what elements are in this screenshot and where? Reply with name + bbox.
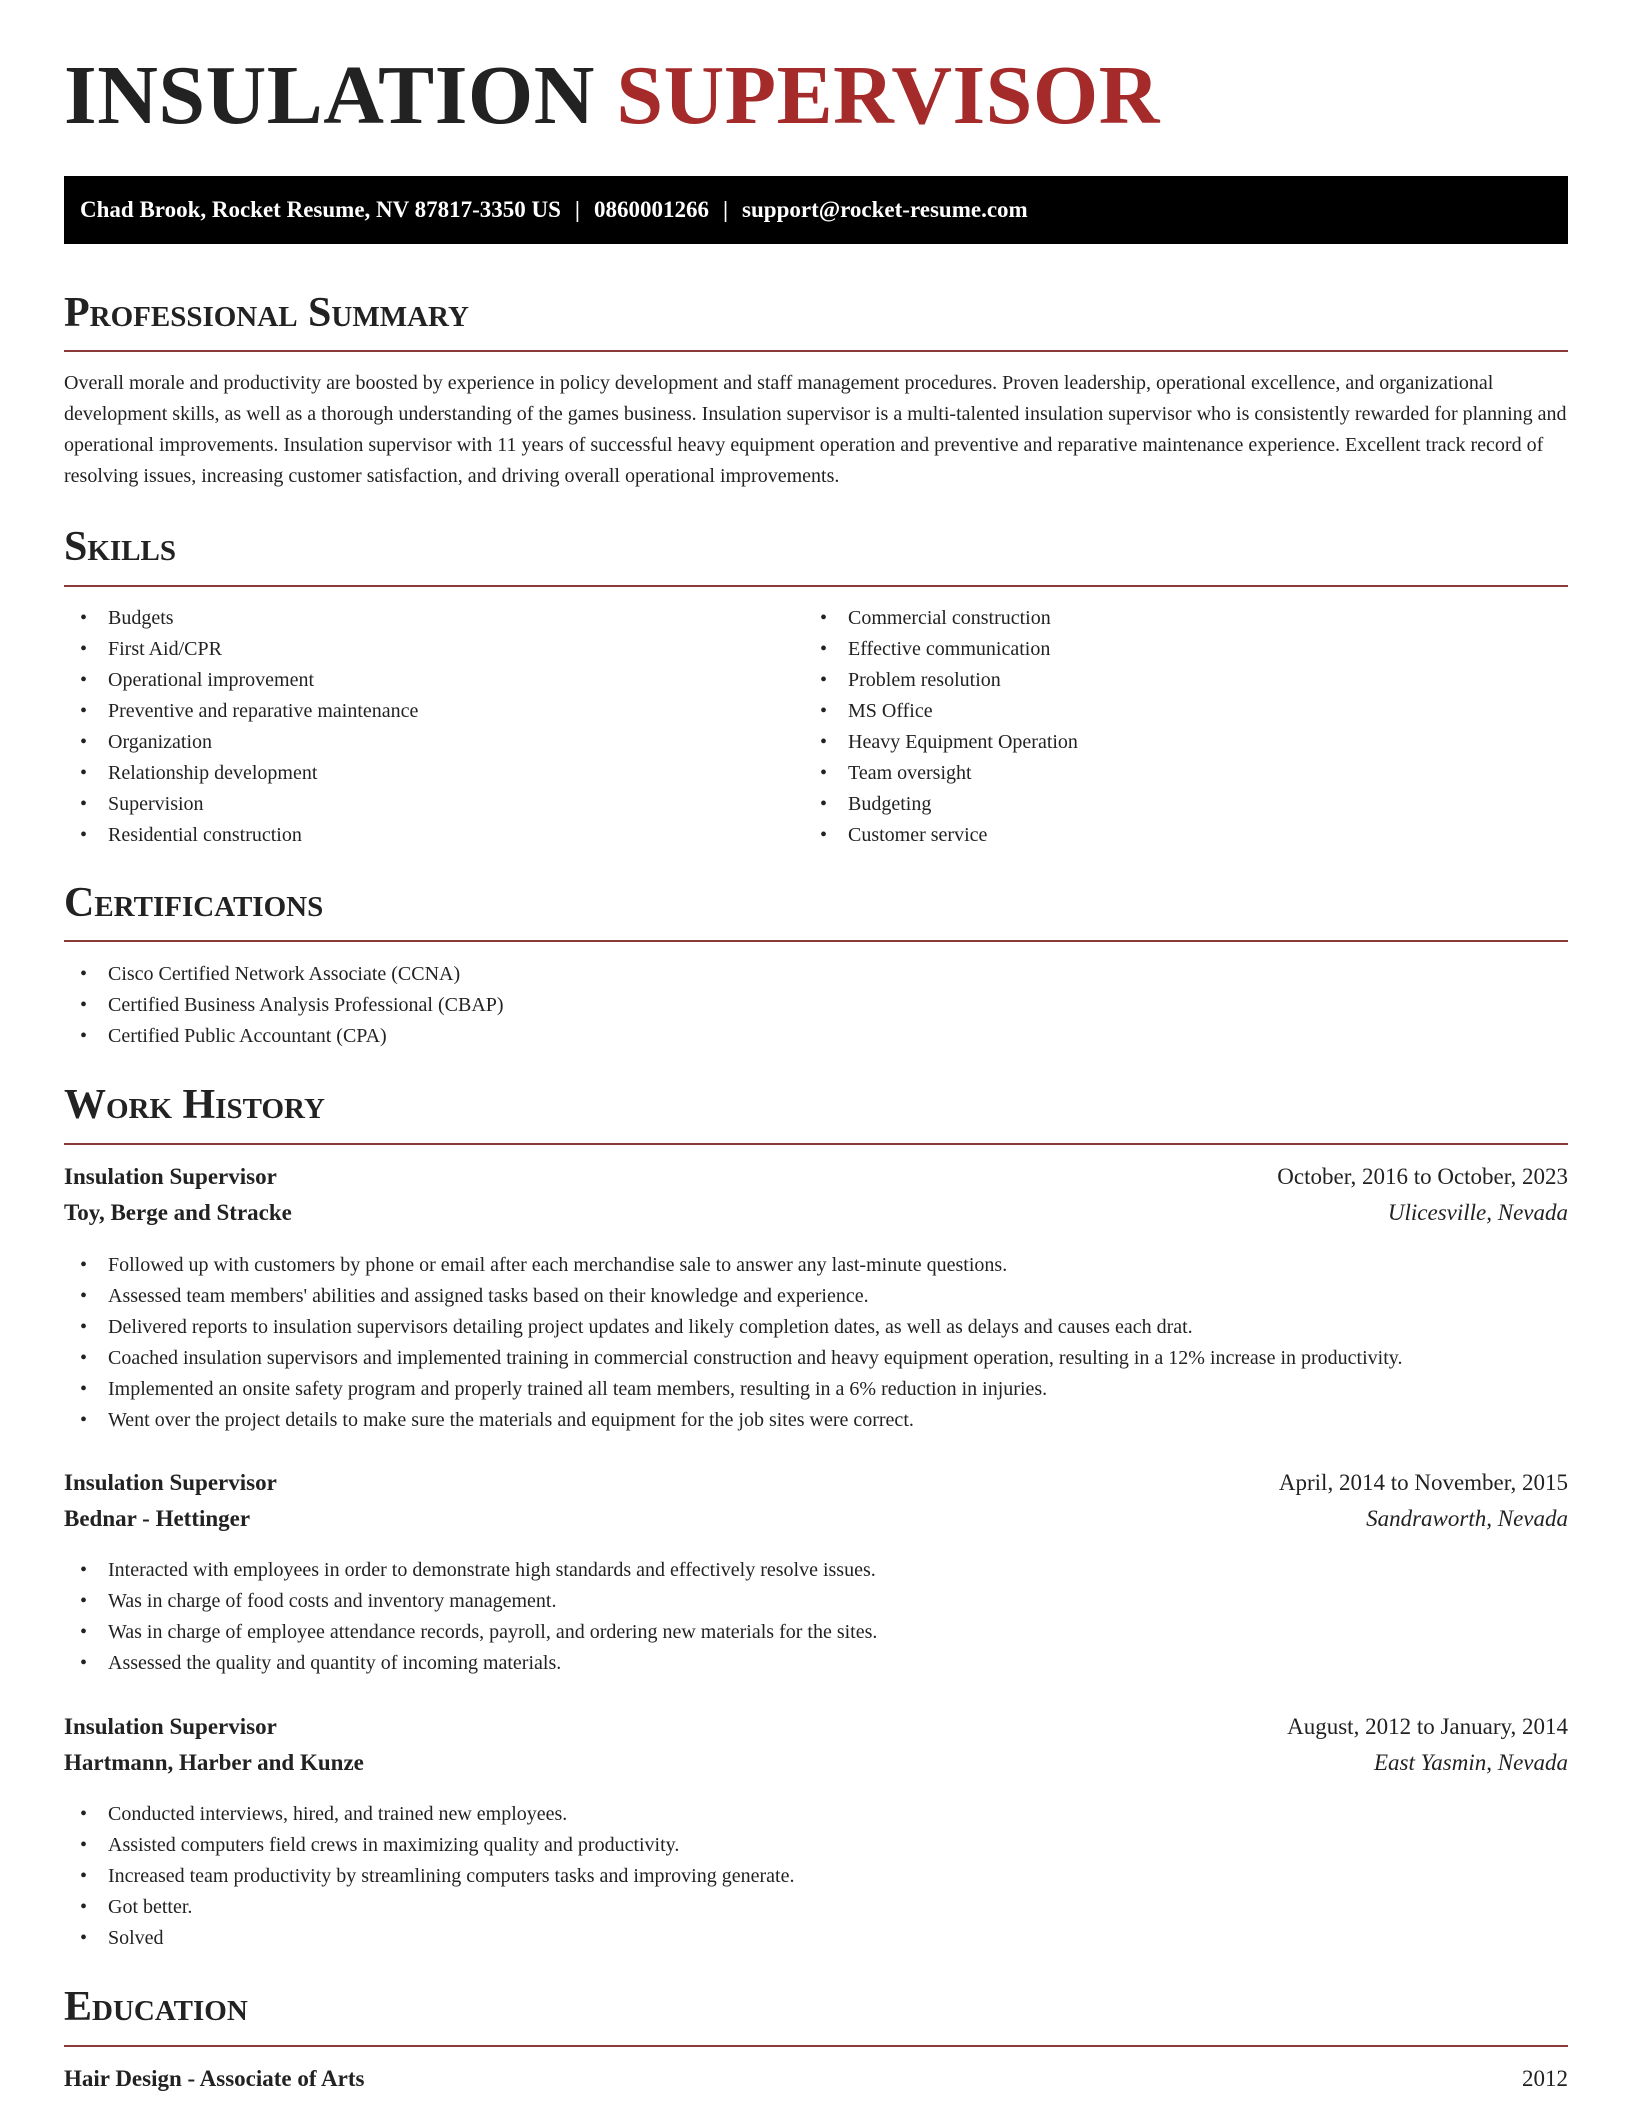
- job-company: Toy, Berge and Stracke: [64, 1200, 292, 1225]
- skills-heading: Skills: [64, 524, 177, 570]
- certification-item: • Cisco Certified Network Associate (CCNA): [64, 959, 504, 990]
- skill-item: • Preventive and reparative maintenance: [64, 696, 418, 727]
- job-dates: October, 2016 to October, 2023: [1277, 1164, 1568, 1189]
- job-duty-item: • Followed up with customers by phone or email after each merchandise sale to answer any last-minute questions.: [64, 1250, 1402, 1281]
- job-location: Ulicesville, Nevada: [1387, 1200, 1568, 1225]
- contact-bar: [64, 176, 1568, 244]
- job-duty-item: • Was in charge of food costs and inventory management.: [64, 1586, 877, 1617]
- title-second-word: SUPERVISOR: [616, 49, 1160, 142]
- summary-text: Overall morale and productivity are boosted by experience in policy development and staff management procedures. Proven leadership, operational excellence, and organizational development skills, as well as a thorough understanding of the games business. Insulation supervisor is a multi-talented insulation supervisor who is consistently rewarded for planning and operational improvements. Insulation supervisor with 11 years of successful heavy equipment operation and preventive and reparative maintenance experience. Excellent track record of resolving issues, increasing customer satisfaction, and driving overall operational improvements.: [64, 372, 1567, 487]
- job-duty-item: • Got better.: [64, 1892, 794, 1923]
- job-duty-item: • Increased team productivity by streamlining computers tasks and improving generate.: [64, 1861, 794, 1892]
- certifications-divider: [64, 940, 1568, 942]
- work-history-divider: [64, 1143, 1568, 1145]
- job-duty-item: • Assessed the quality and quantity of incoming materials.: [64, 1648, 877, 1679]
- certification-item: • Certified Business Analysis Professional (CBAP): [64, 990, 504, 1021]
- job-duty-item: • Assessed team members' abilities and assigned tasks based on their knowledge and experience.: [64, 1281, 1402, 1312]
- job-company: Hartmann, Harber and Kunze: [64, 1750, 364, 1775]
- contact-phone[interactable]: 0860001266: [593, 197, 709, 222]
- job-company-row: [64, 1200, 1568, 1226]
- job-duty-item: • Implemented an onsite safety program and properly trained all team members, resulting in a 6% reduction in injuries.: [64, 1374, 1402, 1405]
- skills-list-left: [64, 603, 418, 851]
- skills-list-right: [804, 603, 1078, 851]
- job-header-row: [64, 1470, 1568, 1496]
- contact-address: Chad Brook, Rocket Resume, NV 87817-3350 US: [80, 197, 561, 222]
- job-header-row: [64, 1714, 1568, 1740]
- job-company-row: [64, 1506, 1568, 1532]
- skill-item: • Residential construction: [64, 820, 418, 851]
- job-location: Sandraworth, Nevada: [1366, 1506, 1568, 1531]
- job-duties-list: [64, 1555, 877, 1679]
- skill-item: • MS Office: [804, 696, 1078, 727]
- contact-separator: |: [574, 197, 580, 222]
- skill-item: • Customer service: [804, 820, 1078, 851]
- job-company: Bednar - Hettinger: [64, 1506, 251, 1531]
- education-heading: Education: [64, 1984, 248, 2030]
- contact-email[interactable]: support@rocket-resume.com: [742, 197, 1028, 222]
- education-row: [64, 2066, 1568, 2092]
- job-location: East Yasmin, Nevada: [1373, 1750, 1568, 1775]
- skill-item: • Heavy Equipment Operation: [804, 727, 1078, 758]
- job-duty-item: • Conducted interviews, hired, and trained new employees.: [64, 1799, 794, 1830]
- job-dates: April, 2014 to November, 2015: [1278, 1470, 1568, 1495]
- job-title: Insulation Supervisor: [64, 1470, 277, 1495]
- skill-item: • Team oversight: [804, 758, 1078, 789]
- skill-item: • Budgets: [64, 603, 418, 634]
- job-duty-item: • Delivered reports to insulation supervisors detailing project updates and likely completion dates, as well as delays and causes each drat.: [64, 1312, 1402, 1343]
- skill-item: • Operational improvement: [64, 665, 418, 696]
- certifications-list: [64, 959, 504, 1052]
- summary-heading: Professional Summary: [64, 290, 469, 336]
- education-degree: Hair Design - Associate of Arts: [64, 2066, 365, 2091]
- job-duty-item: • Solved: [64, 1923, 794, 1954]
- job-duty-item: • Interacted with employees in order to demonstrate high standards and effectively resolve issues.: [64, 1555, 877, 1586]
- education-divider: [64, 2045, 1568, 2047]
- work-history-heading: Work History: [64, 1082, 325, 1128]
- title-first-word: INSULATION: [64, 49, 595, 142]
- job-duty-item: • Was in charge of employee attendance records, payroll, and ordering new materials for the sites.: [64, 1617, 877, 1648]
- skill-item: • Organization: [64, 727, 418, 758]
- job-duty-item: • Coached insulation supervisors and implemented training in commercial construction and heavy equipment operation, resulting in a 12% increase in productivity.: [64, 1343, 1402, 1374]
- job-dates: August, 2012 to January, 2014: [1287, 1714, 1568, 1739]
- job-duties-list: [64, 1799, 794, 1954]
- skills-divider: [64, 585, 1568, 587]
- job-company-row: [64, 1750, 1568, 1776]
- skill-item: • Budgeting: [804, 789, 1078, 820]
- skill-item: • Relationship development: [64, 758, 418, 789]
- skill-item: • Problem resolution: [804, 665, 1078, 696]
- job-header-row: [64, 1164, 1568, 1190]
- certification-item: • Certified Public Accountant (CPA): [64, 1021, 504, 1052]
- job-title: Insulation Supervisor: [64, 1164, 277, 1189]
- contact-separator: |: [722, 197, 729, 222]
- job-duty-item: • Assisted computers field crews in maximizing quality and productivity.: [64, 1830, 794, 1861]
- education-year: 2012: [1522, 2066, 1568, 2091]
- certifications-heading: Certifications: [64, 880, 324, 926]
- page-title: [64, 49, 1160, 142]
- summary-divider: [64, 350, 1568, 352]
- skill-item: • Commercial construction: [804, 603, 1078, 634]
- job-duty-item: • Went over the project details to make sure the materials and equipment for the job sites were correct.: [64, 1405, 1402, 1436]
- job-duties-list: [64, 1250, 1402, 1436]
- skill-item: • Supervision: [64, 789, 418, 820]
- job-title: Insulation Supervisor: [64, 1714, 277, 1739]
- skill-item: • Effective communication: [804, 634, 1078, 665]
- skill-item: • First Aid/CPR: [64, 634, 418, 665]
